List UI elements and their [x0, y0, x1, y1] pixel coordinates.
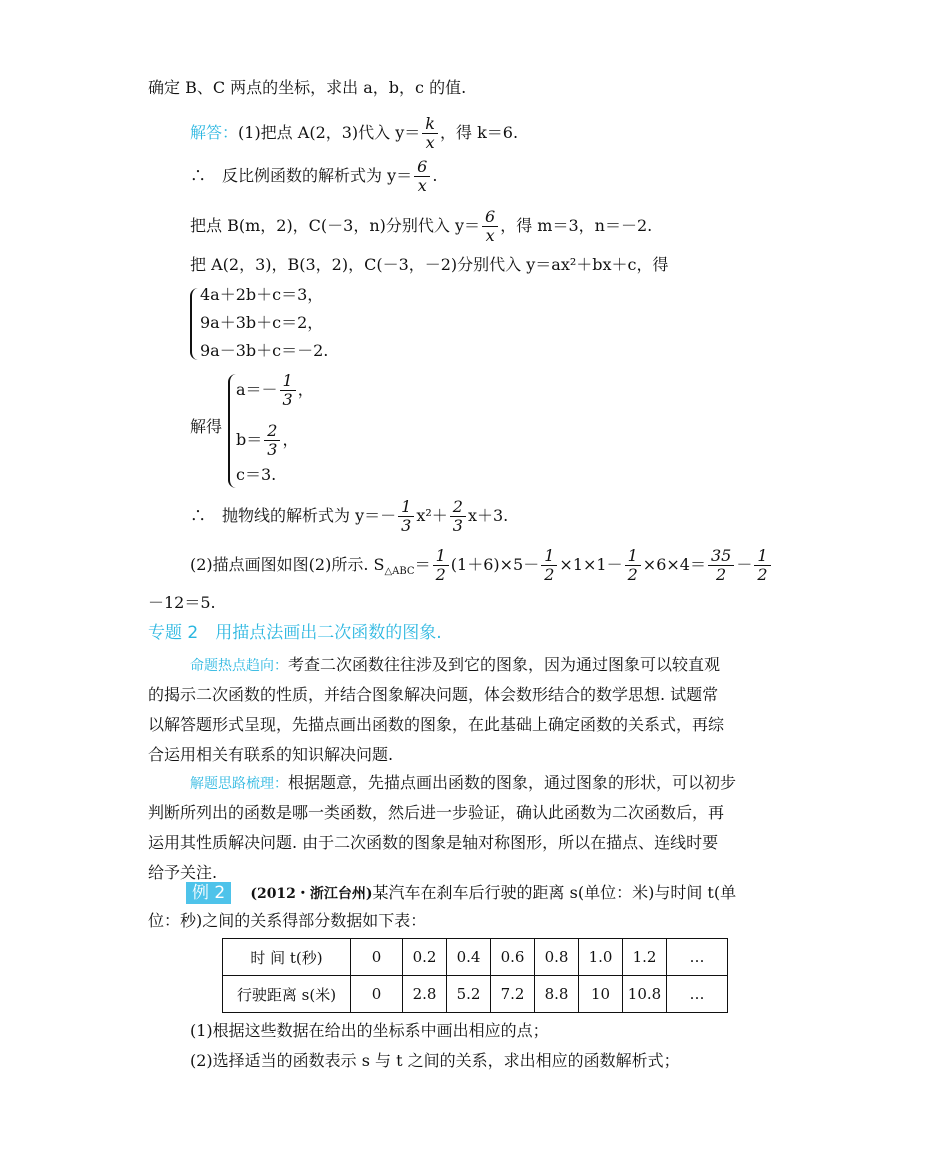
idea-line-2: 判断所列出的函数是哪一类函数，然后进一步验证，确认此函数为二次函数后，再	[148, 803, 725, 822]
answer-step-3: 把点 B(m，2)，C(－3，n)分别代入 y＝ $\frac{6}{x}$ ，得 m＝3，n＝－2.	[190, 207, 653, 245]
table-cell: 0.8	[535, 939, 579, 976]
data-table	[222, 938, 728, 1013]
idea-line-1: 解题思路梳理：根据题意，先描点画出函数的图象，通过图象的形状，可以初步	[190, 773, 737, 792]
area-continuation: －12＝5.	[148, 593, 216, 612]
answer-step-1: 解答：(1)把点 A(2，3)代入 y＝ $\frac{k}{x}$ ，得 k＝6.	[190, 114, 519, 152]
system-eq-3: 9a－3b＋c＝－2.	[200, 341, 329, 360]
fraction: $\frac{6}{x}$	[482, 208, 498, 245]
table-cell: 8.8	[535, 976, 579, 1013]
table-cell: 行驶距离 s(米)	[223, 976, 351, 1013]
table-cell: 0	[351, 939, 403, 976]
table-cell: 10.8	[623, 976, 667, 1013]
solution-b: b＝ $\frac{2}{3}$ ，	[236, 421, 299, 459]
question-2: (2)选择适当的函数表示 s 与 t 之间的关系，求出相应的函数解析式；	[190, 1051, 680, 1070]
fraction: $\frac{1}{2}$	[625, 547, 641, 584]
area-expression: (2)描点画图如图(2)所示. $S_{\triangle ABC}=$ $\frac{1}{2}$ (1＋6)×5－ $\frac{1}{2}$ ×1×1－ $\frac{1}{2}$ ×6×4＝ $\frac{35}{2}$ － $\frac{1}{2}$	[190, 545, 773, 592]
system-brace	[190, 288, 200, 360]
fraction: $\frac{1}{3}$	[398, 498, 414, 535]
hot-trend-line-1: 命题热点趋向：考查二次函数往往涉及到它的图象，因为通过图象可以较直观	[190, 655, 721, 674]
intro-text: 确定 B、C 两点的坐标，求出 a，b，c 的值.	[148, 78, 467, 97]
table-row	[223, 976, 728, 1013]
fraction: $\frac{1}{2}$	[433, 547, 449, 584]
example-source: (2012・浙江台州)	[250, 886, 373, 902]
hot-trend-line-3: 以解答题形式呈现，先描点画出函数的图象，在此基础上确定函数的关系式，再综	[148, 715, 725, 734]
example-badge: 例 2	[186, 882, 231, 904]
idea-line-4: 给予关注.	[148, 863, 218, 882]
table-cell: 10	[579, 976, 623, 1013]
example-line-2: 位：秒)之间的关系得部分数据如下表：	[148, 911, 427, 930]
table-cell: 2.8	[403, 976, 447, 1013]
answer-step-2: ∴ 反比例函数的解析式为 y＝ $\frac{6}{x}$ .	[190, 157, 438, 195]
system-eq-1: 4a＋2b＋c＝3，	[200, 285, 324, 304]
fraction: $\frac{1}{3}$	[280, 372, 296, 409]
table-row	[223, 939, 728, 976]
table-cell: 1.0	[579, 939, 623, 976]
table-cell: 0.6	[491, 939, 535, 976]
hot-trend-line-4: 合运用相关有联系的知识解决问题.	[148, 745, 394, 764]
fraction: $\frac{35}{2}$	[708, 547, 734, 584]
table-cell: 0.4	[447, 939, 491, 976]
idea-label: 解题思路梳理：	[190, 776, 288, 792]
table-cell: 时 间 t(秒)	[223, 939, 351, 976]
fraction: $\frac{2}{3}$	[264, 422, 280, 459]
fraction: $\frac{1}{2}$	[541, 547, 557, 584]
topic-heading: 专题 2 用描点法画出二次函数的图象.	[148, 623, 442, 643]
hot-trend-line-2: 的揭示二次函数的性质，并结合图象解决问题，体会数形结合的数学思想. 试题常	[148, 685, 719, 704]
parabola-expression: ∴ 抛物线的解析式为 y＝－ $\frac{1}{3}$ x²＋ $\frac{2}{3}$ x＋3.	[190, 497, 509, 535]
idea-line-3: 运用其性质解决问题. 由于二次函数的图象是轴对称图形，所以在描点、连线时要	[148, 833, 719, 852]
table-cell: …	[667, 939, 728, 976]
answer-step-4: 把 A(2，3)，B(3，2)，C(－3，－2)分别代入 y＝ax²＋bx＋c，得	[190, 255, 669, 274]
hot-label: 命题热点趋向：	[190, 658, 288, 674]
table-cell: 7.2	[491, 976, 535, 1013]
example-line-1: 例 2 (2012・浙江台州)某汽车在刹车后行驶的距离 s(单位：米)与时间 t(单	[186, 882, 736, 905]
solution-a: a＝－ $\frac{1}{3}$ ，	[236, 371, 314, 409]
solve-label: 解得	[190, 417, 223, 436]
table-cell: 0.2	[403, 939, 447, 976]
fraction: $\frac{6}{x}$	[414, 158, 430, 195]
solution-c: c＝3.	[236, 465, 277, 484]
table-cell: 0	[351, 976, 403, 1013]
fraction: $\frac{k}{x}$	[422, 115, 438, 152]
table-cell: …	[667, 976, 728, 1013]
table-cell: 5.2	[447, 976, 491, 1013]
system-eq-2: 9a＋3b＋c＝2，	[200, 313, 324, 332]
table-cell: 1.2	[623, 939, 667, 976]
fraction: $\frac{1}{2}$	[754, 547, 770, 584]
answer-label: 解答：	[190, 123, 239, 142]
fraction: $\frac{2}{3}$	[450, 498, 466, 535]
question-1: (1)根据这些数据在给出的坐标系中画出相应的点；	[190, 1021, 549, 1040]
